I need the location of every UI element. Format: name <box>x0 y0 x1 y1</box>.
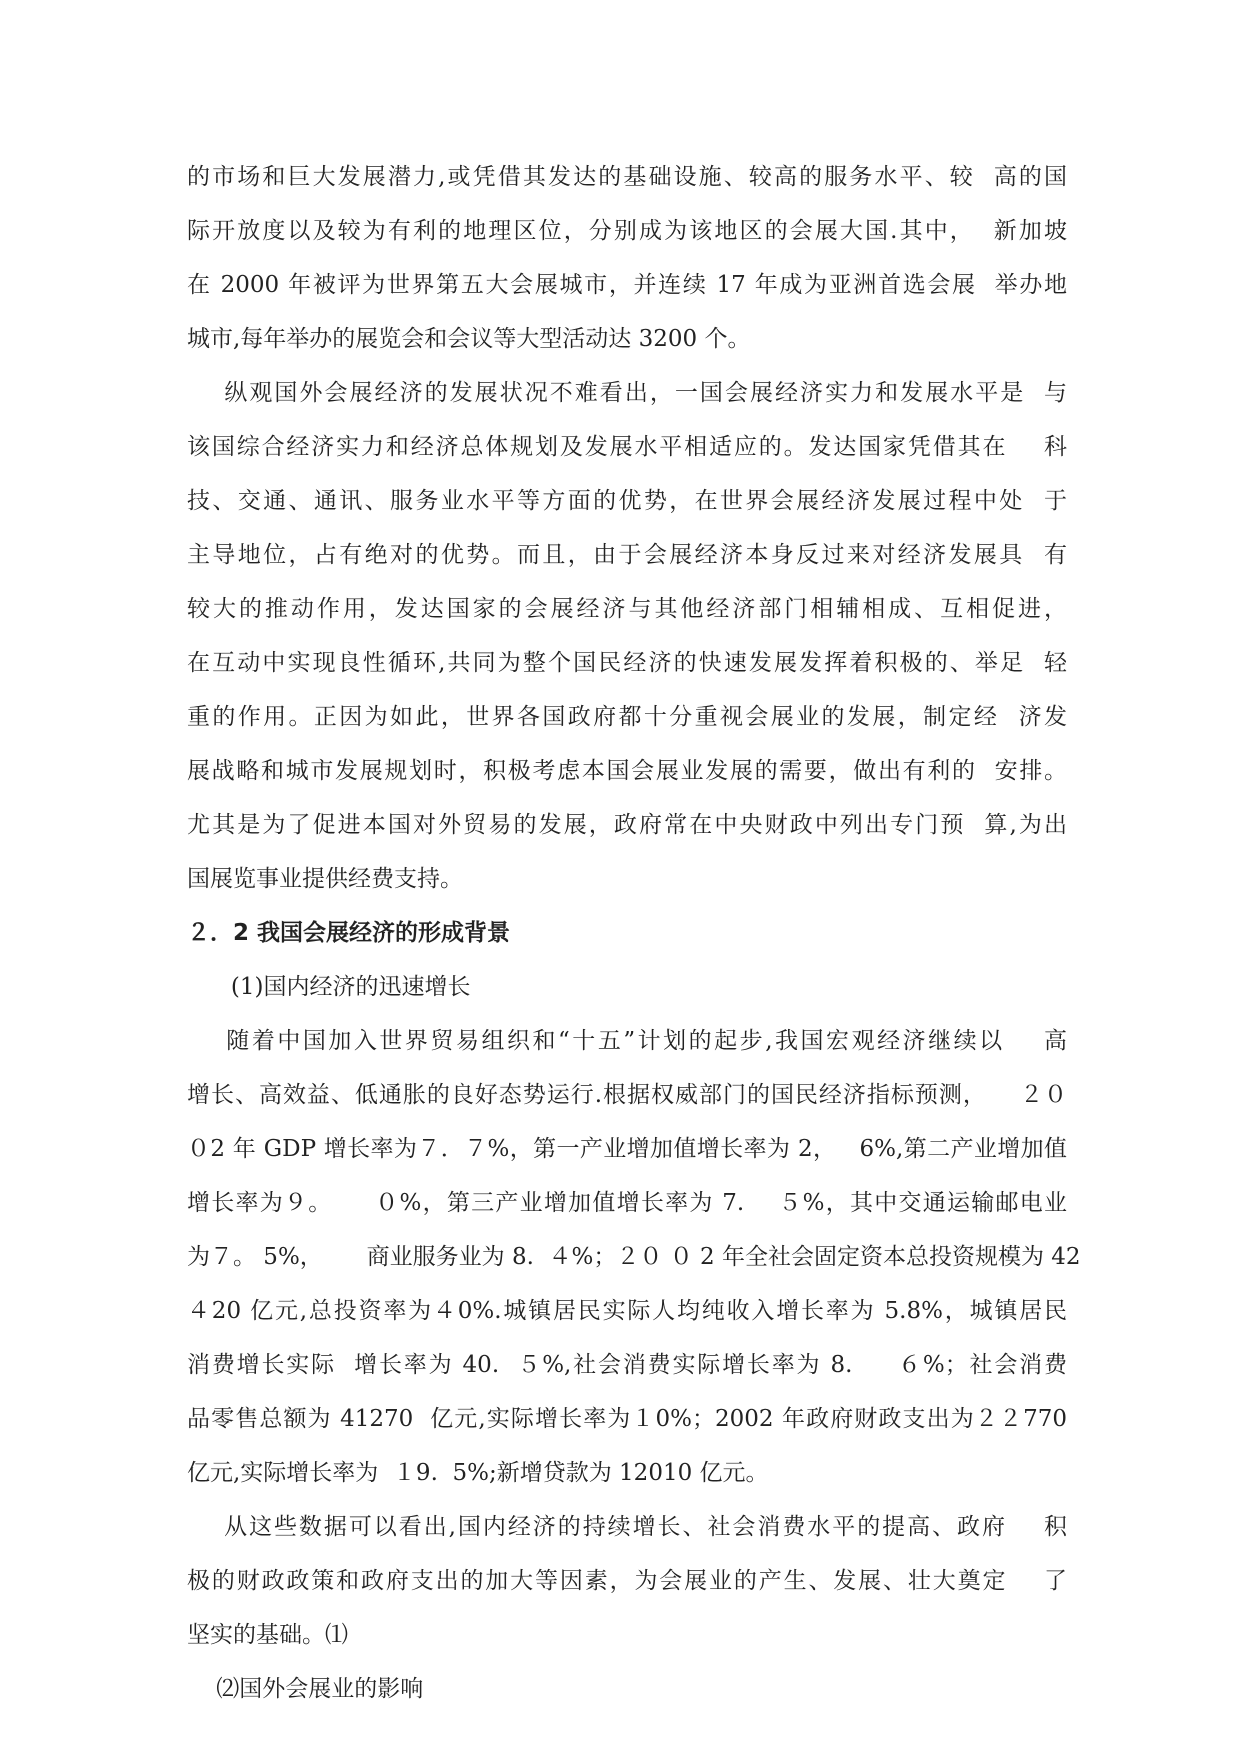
text-line: 随着中国加入世界贸易组织和“十五”计划的起步,我国宏观经济继续以 高 <box>187 1028 1067 1054</box>
text-line: 纵观国外会展经济的发展状况不难看出，一国会展经济实力和发展水平是 与 <box>187 380 1067 406</box>
text-line: 在互动中实现良性循环,共同为整个国民经济的快速发展发挥着积极的、举足 轻 <box>187 650 1067 676</box>
paragraph-4 <box>187 1500 1067 1662</box>
text-line: 消费增长实际 增长率为 40. ５%,社会消费实际增长率为 8. ６%；社会消费 <box>187 1352 1067 1378</box>
text-line: 重的作用。正因为如此，世界各国政府都十分重视会展业的发展，制定经 济发 <box>187 704 1067 730</box>
text-line: 增长率为９。 ０%，第三产业增加值增长率为 7. ５%，其中交通运输邮电业 <box>187 1190 1067 1216</box>
text-line: 城市,每年举办的展览会和会议等大型活动达 3200 个。 <box>187 326 751 352</box>
text-line: 较大的推动作用，发达国家的会展经济与其他经济部门相辅相成、互相促进， <box>187 596 1067 622</box>
paragraph-3 <box>187 1014 1081 1500</box>
text-line: 展战略和城市发展规划时，积极考虑本国会展业发展的需要，做出有利的 安排。 <box>187 758 1067 784</box>
text-line: 从这些数据可以看出,国内经济的持续增长、社会消费水平的提高、政府 积 <box>187 1514 1067 1540</box>
text-line: 极的财政政策和政府支出的加大等因素，为会展业的产生、发展、壮大奠定 了 <box>187 1568 1067 1594</box>
page-body <box>187 150 1081 1716</box>
text-line: 主导地位，占有绝对的优势。而且，由于会展经济本身反过来对经济发展具 有 <box>187 542 1067 568</box>
paragraph-1 <box>187 150 1067 366</box>
subheading-foreign-influence: ⑵国外会展业的影响 <box>187 1676 424 1702</box>
text-line: 该国综合经济实力和经济总体规划及发展水平相适应的。发达国家凭借其在 科 <box>187 434 1067 460</box>
text-line: 坚实的基础。⑴ <box>187 1622 348 1648</box>
paragraph-2 <box>187 366 1067 906</box>
text-line: 国展览事业提供经费支持。 <box>187 866 463 892</box>
text-line: 在 2000 年被评为世界第五大会展城市，并连续 17 年成为亚洲首选会展 举办地 <box>187 272 1067 298</box>
text-line: ０2 年 GDP 增长率为７．７%，第一产业增加值增长率为 2， 6%,第二产业增加值 <box>187 1136 1067 1162</box>
text-line: 的市场和巨大发展潜力,或凭借其发达的基础设施、较高的服务水平、较 高的国 <box>187 164 1067 190</box>
text-line: ４20 亿元,总投资率为４0%.城镇居民实际人均纯收入增长率为 5.8%，城镇居民 <box>187 1298 1067 1324</box>
text-line: 为７。 5%， 商业服务业为 8. ４%；２０ ０ 2 年全社会固定资本总投资规模为 42 <box>187 1244 1081 1270</box>
text-line: 增长、高效益、低通胀的良好态势运行.根据权威部门的国民经济指标预测， ２０ <box>187 1082 1067 1108</box>
subheading-domestic-growth: (1)国内经济的迅速增长 <box>187 974 471 1000</box>
text-line: 尤其是为了促进本国对外贸易的发展，政府常在中央财政中列出专门预 算,为出 <box>187 812 1067 838</box>
text-line: 品零售总额为 41270 亿元,实际增长率为１0%；2002 年政府财政支出为２２770 <box>187 1406 1067 1432</box>
text-line: 亿元,实际增长率为 １9. 5%;新增贷款为 12010 亿元。 <box>187 1460 769 1486</box>
section-heading: ２．2 我国会展经济的形成背景 <box>187 920 511 946</box>
text-line: 技、交通、通讯、服务业水平等方面的优势，在世界会展经济发展过程中处 于 <box>187 488 1067 514</box>
text-line: 际开放度以及较为有利的地理区位，分别成为该地区的会展大国.其中， 新加坡 <box>187 218 1067 244</box>
